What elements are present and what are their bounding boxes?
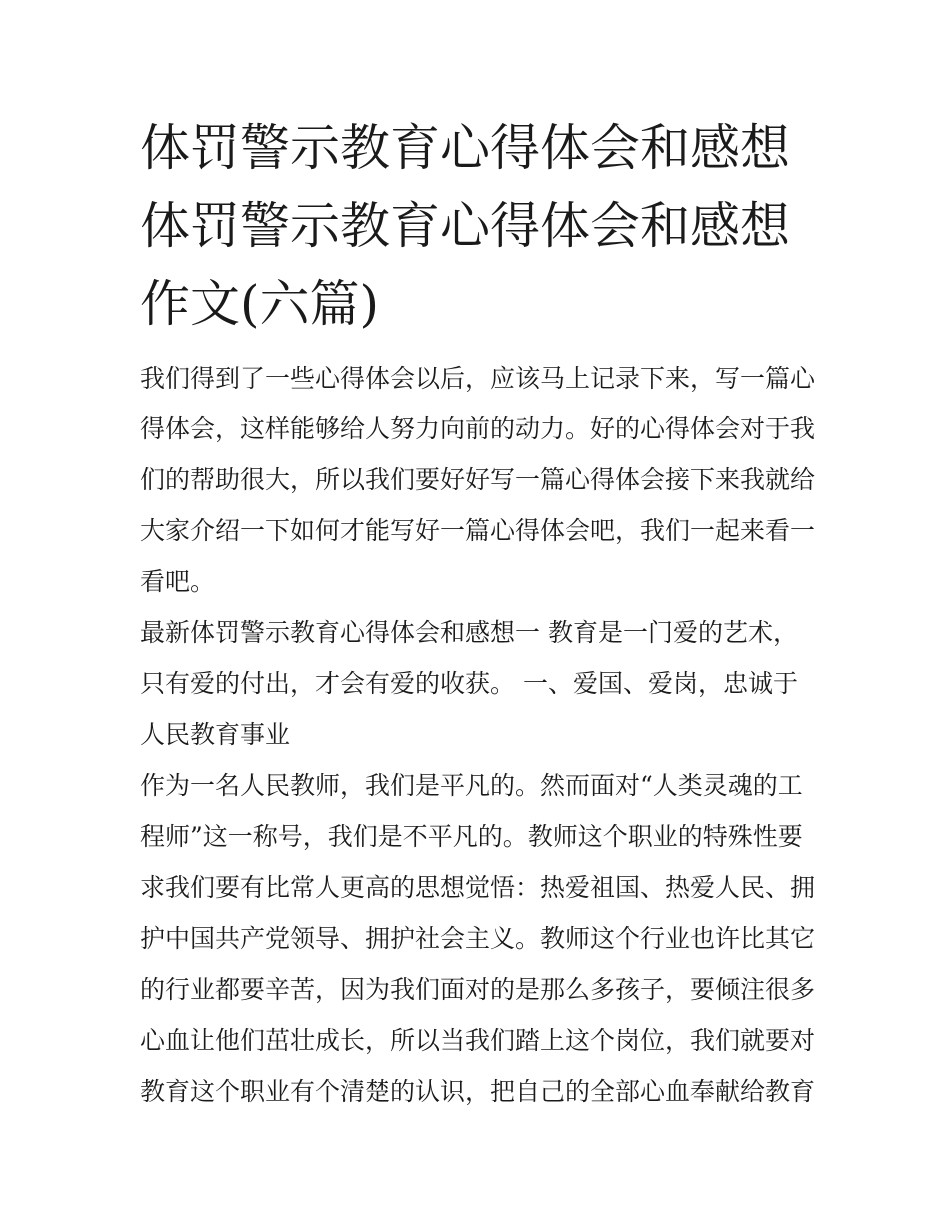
intro-line-4: 大家介绍一下如何才能写好一篇心得体会吧，我们一起来看一 <box>140 516 816 545</box>
section-heading-line-3: 人民教育事业 <box>140 720 291 749</box>
document-title-line-3: 作文(六篇) <box>140 275 380 333</box>
document-title-line-1: 体罚警示教育心得体会和感想 <box>140 119 790 177</box>
body-line-3: 求我们要有比常人更高的思想觉悟：热爱祖国、热爱人民、拥 <box>140 873 816 902</box>
body-line-2: 程师”这一称号，我们是不平凡的。教师这个职业的特殊性要 <box>140 822 803 851</box>
body-line-4: 护中国共产党领导、拥护社会主义。教师这个行业也许比其它 <box>140 924 816 953</box>
document-title-line-2: 体罚警示教育心得体会和感想 <box>140 197 790 255</box>
intro-line-2: 得体会，这样能够给人努力向前的动力。好的心得体会对于我 <box>140 414 816 443</box>
intro-line-5: 看吧。 <box>140 567 216 596</box>
section-heading-line-1: 最新体罚警示教育心得体会和感想一 教育是一门爱的艺术， <box>140 618 798 647</box>
intro-line-3: 们的帮助很大，所以我们要好好写一篇心得体会接下来我就给 <box>140 465 816 494</box>
body-line-5: 的行业都要辛苦，因为我们面对的是那么多孩子，要倾注很多 <box>140 975 816 1004</box>
body-line-7: 教育这个职业有个清楚的认识，把自己的全部心血奉献给教育 <box>140 1077 816 1106</box>
section-heading-line-2: 只有爱的付出，才会有爱的收获。 一、爱国、爱岗，忠诚于 <box>140 669 798 698</box>
intro-line-1: 我们得到了一些心得体会以后，应该马上记录下来，写一篇心 <box>140 364 816 393</box>
body-line-1: 作为一名人民教师，我们是平凡的。然而面对“人类灵魂的工 <box>140 771 803 800</box>
body-line-6: 心血让他们茁壮成长，所以当我们踏上这个岗位，我们就要对 <box>140 1026 816 1055</box>
